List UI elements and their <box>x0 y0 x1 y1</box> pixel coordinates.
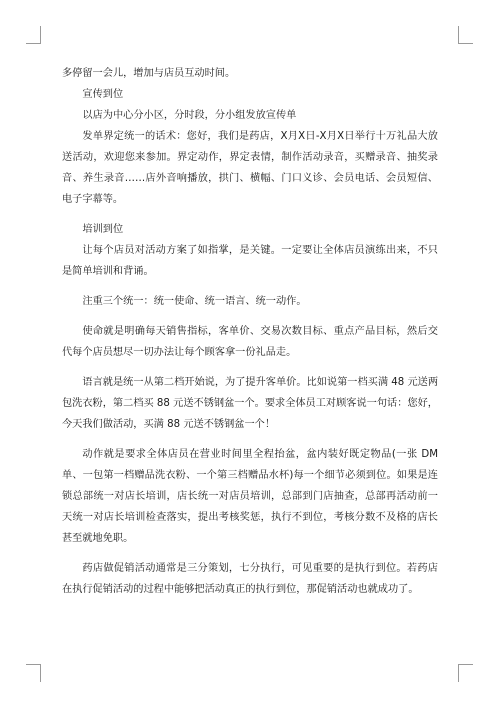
paragraph: 多停留一会儿，增加与店员互动时间。 <box>62 68 236 79</box>
paragraph: 药店做促销活动通常是三分策划，七分执行，可见重要的是执行到位。若药店在执行促销活动的过程中能够把活动真正的执行到位，那促销活动也就成功了。 <box>62 563 438 595</box>
paragraph: 语言就是统一从第二档开始说，为了提升客单价。比如说第一档买满 48 元送两包洗衣粉，第二档买 88 元送不锈钢盆一个。要求全体员工对顾客说一句话：您好，今天我们做活动，买满 88 元送不锈钢盆一个！ <box>62 377 439 430</box>
paragraph: 注重三个统一：统一使命、统一语言、统一动作。 <box>82 296 307 307</box>
crop-mark-top-left-v <box>40 26 41 44</box>
crop-mark-top-right-v <box>458 26 459 44</box>
paragraph: 让每个店员对活动方案了如指掌，是关键。一定要让全体店员演练出来，不只是简单培训和背诵。 <box>62 245 438 277</box>
crop-mark-top-right-h <box>458 43 473 44</box>
paragraph: 使命就是明确每天销售指标，客单价、交易次数目标、重点产品目标，然后交代每个店员想尽一切办法让每个顾客拿一份礼品走。 <box>62 326 438 358</box>
crop-mark-bottom-left-v <box>40 664 41 682</box>
document-body <box>62 63 438 609</box>
paragraph: 发单界定统一的话术：您好，我们是药店，X月X日-X月X日举行十万礼品大放送活动，欢迎您来参加。界定动作，界定表情，制作活动录音，买赠录音、抽奖录音、养生录音……店外音响播放，拱门、横幅、门口义诊、会员电话、会员短信、电子字幕等。 <box>62 131 438 205</box>
section-heading: 培训到位 <box>82 224 124 235</box>
section-heading: 宣传到位 <box>82 89 124 100</box>
crop-mark-bottom-right-h <box>458 664 473 665</box>
paragraph: 动作就是要求全体店员在营业时间里全程抬盆，盆内装好既定物品(一张 DM 单、一包第一档赠品洗衣粉、一个第三档赠品水杯)每一个细节必须到位。如果是连锁总部统一对店长培训，店长统一对店员培训，总部到门店抽查，总部再活动前一天统一对店长培训检查落实，提出考核奖惩，执行不到位，考核分数不及格的店长甚至就地免职。 <box>62 449 438 544</box>
paragraph: 以店为中心分小区，分时段，分小组发放宣传单 <box>82 110 297 121</box>
crop-mark-top-left-h <box>26 43 41 44</box>
crop-mark-bottom-right-v <box>458 664 459 682</box>
crop-mark-bottom-left-h <box>26 664 41 665</box>
